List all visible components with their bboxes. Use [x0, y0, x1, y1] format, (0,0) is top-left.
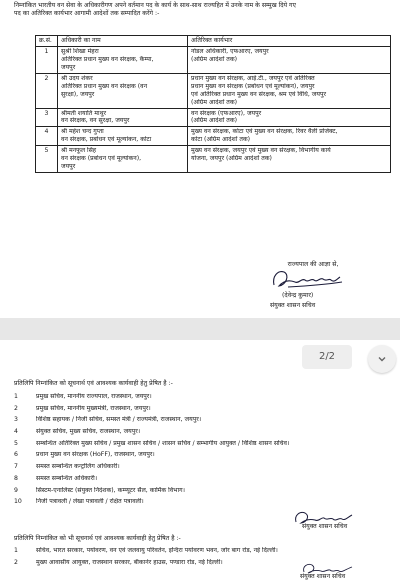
- charge-line: प्रधान मुख्य वन संरक्षक, आई.टी., जयपुर एवं अतिरिक्त: [191, 74, 315, 82]
- list-item-number: 6: [14, 451, 18, 459]
- officer-cell: [58, 46, 188, 73]
- charge-cell: [188, 127, 391, 146]
- order-text: राज्यपाल की आज्ञा से,: [287, 261, 339, 268]
- intro-paragraph: [14, 2, 388, 18]
- officer-line: वन संरक्षक, प्रबोधन एवं मूल्यांकन, कोटा: [61, 136, 152, 144]
- officer-line: वन संरक्षक (प्रबोधन एवं मूल्यांकन),: [61, 155, 142, 163]
- list-item: [14, 547, 384, 559]
- header-officer-name: अधिकारी का नाम: [58, 36, 188, 47]
- table-header-row: [36, 36, 391, 47]
- list-item: [14, 428, 384, 440]
- charge-cell: [188, 146, 391, 173]
- list-item-number: 7: [14, 463, 18, 471]
- signatory-name: (देवेन्द्र कुमार): [282, 292, 314, 299]
- charge-line: एवं अतिरिक्त प्रधान मुख्य वन संरक्षक, श्रम एवं विधि, जयपुर: [191, 90, 326, 98]
- list-item-number: 10: [14, 498, 22, 506]
- list-item-number: 2: [14, 558, 18, 566]
- list-item-text: सम्बन्धित अतिरिक्त मुख्य सचिव / प्रमुख शासन सचिव / शासन सचिव / सम्भागीय आयुक्त / विशिष्ठ शासन सचिव।: [36, 439, 290, 447]
- officer-line: श्री उदय शंकर: [61, 74, 93, 82]
- list-item-number: 1: [14, 393, 18, 400]
- copy-heading-1: प्रतिलिपि निम्नांकित को सूचनार्थ एवं आवश्यक कार्यवाही हेतु प्रेषित है :-: [14, 380, 173, 387]
- officer-line: अतिरिक्त प्रधान मुख्य वन संरक्षक (वन: [61, 82, 148, 90]
- officer-line: श्री मनफूल सिंह: [61, 147, 97, 155]
- charge-line: (अग्रिम आदेशों तक): [191, 117, 237, 125]
- intro-line: पद का अतिरिक्त कार्यभार आगामी आदेशों तक सम्पादित करेंगे :-: [14, 9, 160, 17]
- list-item-text: विशिष्ठ सहायक / निजी सचिव, समस्त मंत्री / राज्यमंत्री, राजस्थान, जयपुर।: [36, 416, 202, 424]
- charge-line: मुख्य वन संरक्षक, कोटा एवं मुख्य वन संरक्षक, रिवर वैली प्रोजेक्ट,: [191, 128, 338, 136]
- page-gap: [0, 318, 400, 340]
- list-item-text: निजी पत्रावली / लेखा पत्रावली / रक्षित पत्रावली।: [36, 498, 144, 506]
- charge-line: प्रधान मुख्य वन संरक्षक (प्रबोधन एवं मूल्यांकन), जयपुर: [191, 82, 315, 90]
- list-item: [14, 405, 384, 417]
- page-indicator: 2/2: [302, 345, 352, 369]
- list-item-text: सचिव, भारत सरकार, पर्यावरण, वन एवं जलवायु परिवर्तन, इन्दिरा पर्यावरण भवन, जोर बाग रोड, नई दिल्ली।: [36, 547, 278, 554]
- serial-number: 2: [36, 73, 58, 108]
- charge-line: (अग्रिम आदेशों तक): [191, 55, 237, 63]
- list-item-number: 4: [14, 428, 18, 436]
- charge-cell: [188, 73, 391, 108]
- list-item: [14, 451, 384, 463]
- list-item-number: 2: [14, 404, 18, 412]
- charge-cell: [188, 46, 391, 73]
- officer-line: जयपुर: [61, 63, 76, 71]
- serial-number: 1: [36, 46, 58, 73]
- chevron-icon: [376, 353, 388, 365]
- serial-number: 3: [36, 108, 58, 127]
- list-item: [14, 393, 384, 405]
- assignment-table: [35, 35, 391, 173]
- list-item: [14, 440, 384, 452]
- charge-line: योजना, जयपुर (अग्रिम आदेशों तक): [191, 155, 272, 163]
- signatory-title: संयुक्त शासन सचिव: [302, 523, 348, 530]
- header-serial: क्र.सं.: [36, 36, 58, 47]
- officer-cell: [58, 146, 188, 173]
- officer-line: अतिरिक्त प्रधान मुख्य वन संरक्षक, कैम्पा,: [61, 55, 154, 63]
- list-item-number: 9: [14, 486, 18, 494]
- list-item-text: सिस्टम-एनालिस्ट (संयुक्त निदेशक), कम्प्यूटर सैल, कार्मिक विभाग।: [36, 486, 185, 494]
- charge-line: मुख्य वन संरक्षक, जयपुर एवं मुख्य वन संरक्षक, विभागीय कार्य: [191, 147, 331, 155]
- officer-cell: [58, 127, 188, 146]
- charge-line: (अग्रिम आदेशों तक): [191, 98, 237, 106]
- officer-line: सुश्री शिखा मेहरा: [61, 47, 99, 55]
- list-item-text: समस्त सम्बन्धित कन्ट्रोलिंग अधिकारी।: [36, 463, 120, 471]
- charge-line: नोडल अधिकारी, एफआरए, जयपुर: [191, 47, 269, 55]
- list-item-text: संयुक्त सचिव, मुख्य सचिव, राजस्थान, जयपुर।: [36, 428, 141, 436]
- charge-line: वन संरक्षक (एफआरए), जयपुर: [191, 109, 262, 117]
- table-row: [36, 73, 391, 108]
- list-item-number: 8: [14, 474, 18, 482]
- list-item-text: प्रमुख सचिव, माननीय मुख्यमंत्री, राजस्थान, जयपुर।: [36, 404, 151, 412]
- charge-cell: [188, 108, 391, 127]
- copy-list-1: [14, 393, 384, 510]
- table-row: [36, 108, 391, 127]
- officer-cell: [58, 108, 188, 127]
- scroll-button[interactable]: [368, 345, 396, 373]
- header-additional-charge: अतिरिक्त कार्यभार: [188, 36, 391, 47]
- signatory-title: संयुक्त शासन सचिव: [300, 573, 346, 580]
- list-item-text: समस्त सम्बन्धित अधिकारी।: [36, 474, 98, 482]
- officer-line: श्री महेश चन्द गुप्ता: [61, 128, 104, 136]
- officer-cell: [58, 73, 188, 108]
- list-item: [14, 416, 384, 428]
- officer-line: वन संरक्षक, वन सुरक्षा, जयपुर: [61, 117, 130, 125]
- officer-line: जयपुर: [61, 163, 76, 171]
- list-item: [14, 463, 384, 475]
- charge-line: कोटा (अग्रिम आदेशों तक): [191, 136, 251, 144]
- serial-number: 4: [36, 127, 58, 146]
- officer-line: श्रीमती शयाति माथुर: [61, 109, 107, 117]
- list-item-text: मुख्य आवासीय आयुक्त, राजस्थान सरकार, बीकानेर हाउस, पण्डारा रोड, नई दिल्ली।: [36, 558, 223, 566]
- signatory-title: संयुक्त शासन सचिव: [270, 302, 316, 309]
- table-row: [36, 127, 391, 146]
- list-item: [14, 487, 384, 499]
- list-item-number: 3: [14, 416, 18, 424]
- list-item-text: प्रमुख सचिव, माननीय राज्यपाल, राजस्थान, जयपुर।: [36, 393, 152, 400]
- signature-image: [268, 266, 348, 292]
- officer-line: सुरक्षा), जयपुर: [61, 90, 95, 98]
- serial-number: 5: [36, 146, 58, 173]
- list-item: [14, 475, 384, 487]
- table-body: [36, 46, 391, 172]
- copy-heading-2: प्रतिलिपि निम्नांकित को भी सूचनार्थ एवं आवश्यक कार्यवाही हेतु प्रेषित है :-: [14, 535, 181, 542]
- table-row: [36, 46, 391, 73]
- list-item-text: प्रधान मुख्य वन संरक्षक (HoFF), राजस्थान, जयपुर।: [36, 451, 155, 459]
- intro-line: निम्नांकित भारतीय वन सेवा के अधिकारीगण अपने वर्तमान पद के कार्य के साथ-साथ राज्यहित में उनके नाम के सम्मुख दिये गए: [14, 2, 296, 9]
- list-item-number: 5: [14, 439, 18, 447]
- list-item-number: 1: [14, 547, 18, 554]
- table-row: [36, 146, 391, 173]
